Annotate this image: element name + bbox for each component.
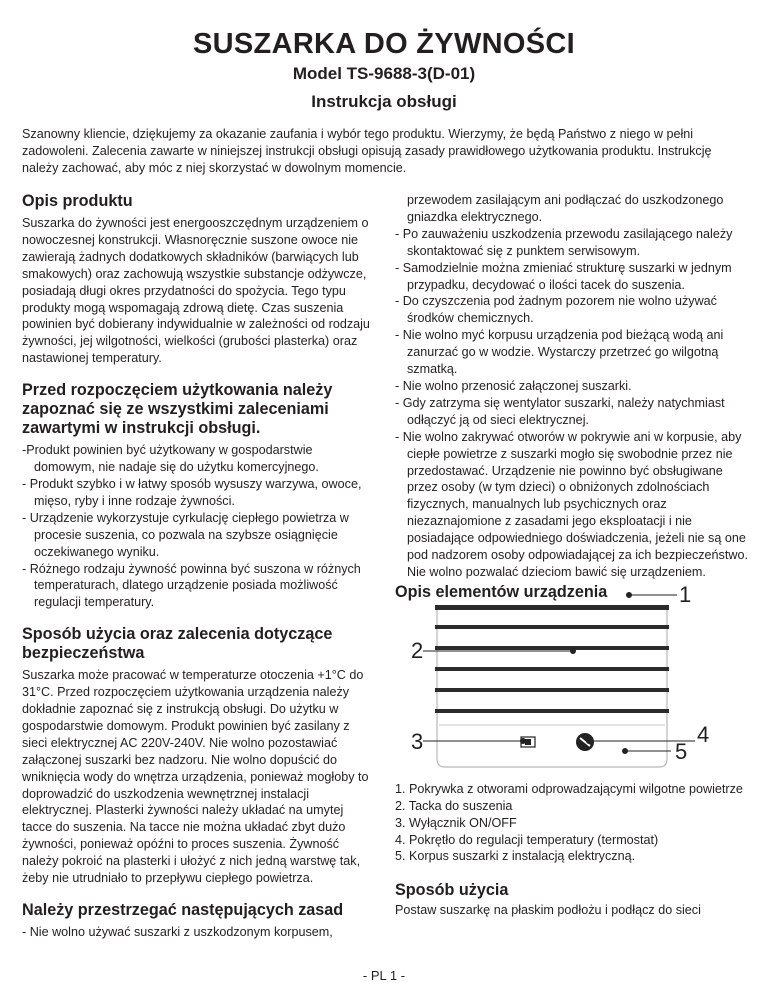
dryer-illustration — [395, 583, 751, 779]
list-item: -Produkt powinien być użytkowany w gospodarstwie domowym, nie nadaje się do użytku komercyjnego. — [22, 443, 319, 475]
list-item: - Nie wolno przenosić załączonej suszarki. — [395, 378, 632, 393]
uzycie-paragraph: Postaw suszarkę na płaskim podłożu i podłącz do sieci — [395, 903, 701, 918]
legend-item: 3. Wyłącznik ON/OFF — [395, 815, 517, 830]
list-item: - Nie wolno zakrywać otworów w pokrywie ani w korpusie, aby ciepłe powietrze z suszarki mogło się swobodnie przez nie przedostawać. Urządzenie nie powinno być obsługiwane przez osoby (w tym dzieci) o obniżonych zdolnościach fizycznych, manualnych lub psychicznych oraz niezaznajomione z zasadami jego eksploatacji i nie posiadające odpowiedniego doświadczenia, jeżeli nie są one pod nadzorem osoby odpowiadającej za ich bezpieczeństwo. Nie wolno pozwalać dzieciom bawić się urządzeniem. — [395, 429, 748, 579]
document-title: SUSZARKA DO ŻYWNOŚCI — [193, 28, 575, 60]
model-title: Model TS-9688-3(D-01) — [292, 64, 476, 83]
section-heading-uzycie: Sposób użycia — [395, 881, 509, 900]
list-item: - Po zauważeniu uszkodzenia przewodu zasilającego należy skontaktować się z punktem serwisowym. — [395, 226, 733, 258]
device-diagram — [395, 583, 751, 779]
section-heading-opis: Opis produktu — [22, 192, 133, 210]
list-item: - Urządzenie wykorzystuje cyrkulację ciepłego powietrza w procesie suszenia, co pozwala na szybsze osiągnięcie oczekiwanego wyniku. — [22, 510, 349, 559]
sposob-bezp-paragraph: Suszarka może pracować w temperaturze otoczenia +1°C do 31°C. Przed rozpoczęciem użytkowania urządzenia należy dokładnie zapoznać się z instrukcją obsługi. Do użytku w gospodarstwie domowym. Produkt powinien być zasilany z sieci elektrycznej AC 220V-240V. Nie wolno pozostawiać załączonej suszarki bez nadzoru. Nie wolno dopuścić do wniknięcia wody do wnętrza urządzenia, ponieważ mogłoby to doprowadzić do uszkodzenia wewnętrznej instalacji elektrycznej. Plasterki żywności należy układać na umytej tacce do suszenia. Na tacce nie można układać zbyt dużo żywności, ponieważ opóźni to proces suszenia. Żywność należy pokroić na plasterki i ułożyć z nich jedną warstwę tak, żeby nie utrudniało to przepływu ciepłego powietrza. — [22, 668, 369, 886]
section-heading-nalezy: Należy przestrzegać następujących zasad — [22, 901, 344, 919]
callout-number: 1 — [679, 581, 692, 607]
legend-item: 4. Pokrętło do regulacji temperatury (termostat) — [395, 832, 659, 847]
callout-number: 3 — [411, 728, 424, 754]
nalezy-list — [22, 924, 374, 941]
list-item: - Produkt szybko i w łatwy sposób wysuszy warzywa, owoce, mięso, ryby i inne rodzaje żywności. — [22, 476, 362, 508]
manual-subtitle: Instrukcja obsługi — [311, 92, 457, 111]
legend-item: 2. Tacka do suszenia — [395, 798, 513, 813]
section-heading-elementy: Opis elementów urządzenia — [395, 583, 611, 602]
list-item: - Gdy zatrzyma się wentylator suszarki, należy natychmiast odłączyć ją od sieci elektrycznej. — [395, 395, 725, 427]
callout-number: 5 — [675, 738, 688, 764]
intro-paragraph: Szanowny kliencie, dziękujemy za okazanie zaufania i wybór tego produktu. Wierzymy, że będą Państwo z niego w pełni zadowoleni. Zalecenia zawarte w niniejszej instrukcji obsługi opisują zasady prawidłowego użytkowania produktu. Instrukcję należy zachować, aby móc z niej skorzystać w dowolnym momencie. — [22, 127, 712, 175]
list-item: - Nie wolno myć korpusu urządzenia pod bieżącą wodą ani zanurzać go w wodzie. Wystarczy przetrzeć go wilgotną szmatką. — [395, 328, 724, 377]
section-heading-przed: Przed rozpoczęciem użytkowania należy zapoznać się ze wszystkimi zaleceniami zawartymi w instrukcji obsługi. — [22, 381, 333, 438]
right-column — [395, 192, 751, 919]
rules-list — [395, 192, 751, 581]
elements-legend — [395, 781, 751, 866]
list-item: - Nie wolno używać suszarki z uszkodzonym korpusem, — [22, 925, 333, 939]
left-column — [22, 192, 374, 941]
opis-paragraph: Suszarka do żywności jest energooszczędnym urządzeniem o nowoczesnej konstrukcji. Własnoręcznie suszone owoce nie zawierają żadnych dodatkowych składników (barwiących lub smakowych) oraz zachowują wszystkie substancje odżywcze, posiadają długi okres przydatności do spożycia. Tego typu produkty mogą wspomagają zdrową dietę. Czas suszenia powinien być dobierany indywidualnie w zależności od rodzaju żywności, jej wilgotności, wielkości (grubości plasterka) oraz nastawionej temperatury. — [22, 216, 370, 366]
legend-item: 5. Korpus suszarki z instalacją elektryczną. — [395, 849, 636, 864]
callout-number: 4 — [697, 721, 710, 747]
list-item: - Samodzielnie można zmieniać strukturę suszarki w jednym przypadku, decydować o ilości tacek do suszenia. — [395, 260, 732, 292]
callout-number: 2 — [411, 637, 424, 663]
list-item: - Różnego rodzaju żywność powinna być suszona w różnych temperaturach, dlatego urządzenie posiada możliwość regulacji temperatury. — [22, 561, 361, 610]
section-heading-sposob-bezp: Sposób użycia oraz zalecenia dotyczące bezpieczeństwa — [22, 625, 333, 663]
legend-item: 1. Pokrywka z otworami odprowadzającymi wilgotne powietrze — [395, 781, 743, 796]
page-number: - PL 1 - — [362, 968, 406, 983]
list-item: - Do czyszczenia pod żadnym pozorem nie wolno używać środków chemicznych. — [395, 294, 717, 326]
przed-list — [22, 442, 374, 611]
list-item: przewodem zasilającym ani podłączać do uszkodzonego gniazdka elektrycznego. — [407, 193, 724, 224]
